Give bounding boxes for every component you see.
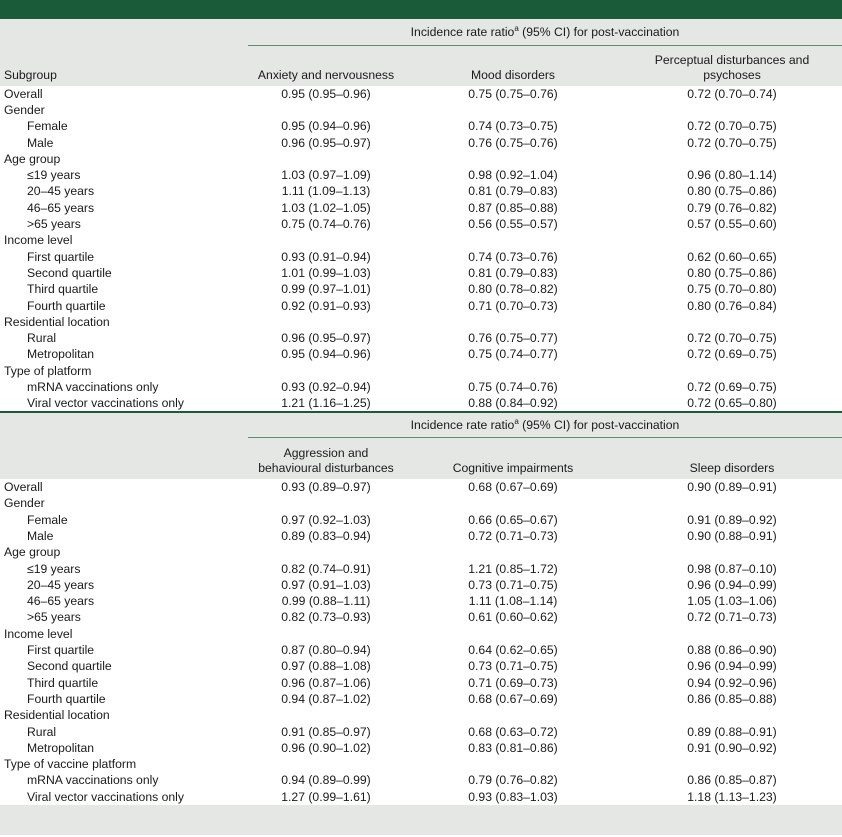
cell-value: 0.99 (0.97–1.01) (281, 282, 371, 297)
row-label: ≤19 years (27, 561, 81, 576)
cell-value: 1.01 (0.99–1.03) (281, 265, 371, 280)
row-label: >65 years (27, 217, 81, 232)
row-label: Rural (27, 331, 57, 346)
table-row (0, 512, 842, 528)
cell-value: 0.91 (0.90–0.92) (687, 740, 777, 755)
cell-value: 0.75 (0.70–0.80) (687, 282, 777, 297)
cell-value: 0.79 (0.76–0.82) (468, 773, 558, 788)
group-heading-row (0, 232, 842, 248)
cell-value: 0.93 (0.89–0.97) (281, 480, 371, 495)
row-label: mRNA vaccinations only (27, 773, 159, 788)
table-row (0, 118, 842, 134)
group-heading-row (0, 495, 842, 511)
cell-value: 0.93 (0.91–0.94) (281, 249, 371, 264)
cell-value: 0.66 (0.65–0.67) (468, 512, 558, 527)
table-row (0, 577, 842, 593)
cell-value: 1.11 (1.09–1.13) (281, 184, 371, 199)
row-label: 20–45 years (27, 577, 95, 592)
table-row (0, 297, 842, 313)
table-row (0, 740, 842, 756)
table-row (0, 395, 842, 411)
cell-value: 0.72 (0.71–0.73) (687, 610, 777, 625)
cell-value: 0.82 (0.73–0.93) (281, 610, 371, 625)
cell-value: 0.61 (0.60–0.62) (468, 610, 558, 625)
column-header: Mood disorders (404, 46, 622, 86)
cell-value: 0.91 (0.89–0.92) (687, 512, 777, 527)
group-heading-row (0, 707, 842, 723)
cell-value: 0.94 (0.87–1.02) (281, 691, 371, 706)
column-header: Aggression and behavioural disturbances (248, 438, 404, 479)
cell-value: 0.75 (0.74–0.76) (281, 217, 371, 232)
group-heading-row (0, 314, 842, 330)
cell-value: 0.87 (0.80–0.94) (281, 643, 371, 658)
cell-value: 0.83 (0.81–0.86) (468, 740, 558, 755)
cell-value: 0.75 (0.75–0.76) (468, 86, 558, 101)
table-row (0, 134, 842, 150)
table-row (0, 479, 842, 495)
cell-value: 0.76 (0.75–0.76) (468, 135, 558, 150)
cell-value: 1.21 (0.85–1.72) (468, 561, 558, 576)
cell-value: 0.93 (0.83–1.03) (468, 789, 558, 804)
cell-value: 0.80 (0.75–0.86) (687, 265, 777, 280)
group-label: Income level (4, 626, 73, 641)
cell-value: 0.87 (0.85–0.88) (468, 200, 558, 215)
table-row (0, 528, 842, 544)
cell-value: 1.27 (0.99–1.61) (281, 789, 371, 804)
cell-value: 0.97 (0.88–1.08) (281, 659, 371, 674)
table-row (0, 675, 842, 691)
table-row (0, 772, 842, 788)
row-label: 46–65 years (27, 200, 95, 215)
cell-value: 0.88 (0.84–0.92) (468, 396, 558, 411)
row-label: Female (27, 119, 68, 134)
row-label: Female (27, 512, 68, 527)
table-row (0, 346, 842, 362)
row-label: Viral vector vaccinations only (27, 789, 184, 804)
cell-value: 0.80 (0.78–0.82) (468, 282, 558, 297)
cell-value: 0.56 (0.55–0.57) (468, 217, 558, 232)
table-row (0, 330, 842, 346)
row-label: Fourth quartile (27, 298, 106, 313)
cell-value: 0.96 (0.94–0.99) (687, 659, 777, 674)
cell-value: 0.81 (0.79–0.83) (468, 265, 558, 280)
cell-value: 0.96 (0.95–0.97) (281, 331, 371, 346)
table-row (0, 658, 842, 674)
cell-value: 1.03 (1.02–1.05) (281, 200, 371, 215)
cell-value: 1.21 (1.16–1.25) (281, 396, 371, 411)
group-heading-row (0, 151, 842, 167)
table-row (0, 281, 842, 297)
table-row (0, 265, 842, 281)
cell-value: 0.98 (0.87–0.10) (687, 561, 777, 576)
cell-value: 0.57 (0.55–0.60) (687, 217, 777, 232)
results-table-section-2 (0, 411, 842, 804)
cell-value: 0.96 (0.94–0.99) (687, 577, 777, 592)
cell-value: 0.89 (0.83–0.94) (281, 528, 371, 543)
table-row (0, 200, 842, 216)
cell-value: 0.96 (0.90–1.02) (281, 740, 371, 755)
table-row (0, 789, 842, 805)
cell-value: 0.86 (0.85–0.87) (687, 773, 777, 788)
cell-value: 0.73 (0.71–0.75) (468, 577, 558, 592)
row-label: Third quartile (27, 675, 99, 690)
cell-value: 0.81 (0.79–0.83) (468, 184, 558, 199)
table-header-band (0, 0, 842, 19)
row-label: Male (27, 528, 54, 543)
cell-value: 0.96 (0.95–0.97) (281, 135, 371, 150)
cell-value: 0.95 (0.94–0.96) (281, 347, 371, 362)
group-heading-row (0, 363, 842, 379)
group-label: Gender (4, 496, 45, 511)
group-label: Gender (4, 102, 45, 117)
cell-value: 0.72 (0.69–0.75) (687, 379, 777, 394)
cell-value: 0.86 (0.85–0.88) (687, 691, 777, 706)
cell-value: 0.82 (0.74–0.91) (281, 561, 371, 576)
table-row (0, 560, 842, 576)
cell-value: 0.68 (0.67–0.69) (468, 480, 558, 495)
cell-value: 1.05 (1.03–1.06) (687, 594, 777, 609)
table-row (0, 593, 842, 609)
row-label: Second quartile (27, 265, 112, 280)
row-label: 20–45 years (27, 184, 95, 199)
cell-value: 0.91 (0.85–0.97) (281, 724, 371, 739)
group-label: Type of vaccine platform (4, 757, 137, 772)
table-row (0, 183, 842, 199)
cell-value: 0.74 (0.73–0.76) (468, 249, 558, 264)
row-label: >65 years (27, 610, 81, 625)
row-label: Viral vector vaccinations only (27, 396, 184, 411)
cell-value: 0.72 (0.70–0.74) (687, 86, 777, 101)
cell-value: 0.68 (0.67–0.69) (468, 691, 558, 706)
column-header: Perceptual disturbances and psychoses (622, 46, 842, 86)
cell-value: 0.90 (0.89–0.91) (687, 480, 777, 495)
cell-value: 0.88 (0.86–0.90) (687, 643, 777, 658)
cell-value: 0.62 (0.60–0.65) (687, 249, 777, 264)
cell-value: 0.75 (0.74–0.77) (468, 347, 558, 362)
cell-value: 0.89 (0.88–0.91) (687, 724, 777, 739)
row-label: Overall (4, 480, 43, 495)
subgroup-header (0, 438, 248, 479)
cell-value: 0.80 (0.76–0.84) (687, 298, 777, 313)
row-label: Fourth quartile (27, 691, 106, 706)
cell-value: 0.74 (0.73–0.75) (468, 119, 558, 134)
table-row (0, 609, 842, 625)
cell-value: 0.72 (0.69–0.75) (687, 347, 777, 362)
table-footer-band (0, 805, 842, 835)
cell-value: 0.72 (0.65–0.80) (687, 396, 777, 411)
cell-value: 0.73 (0.71–0.75) (468, 659, 558, 674)
table-row (0, 216, 842, 232)
cell-value: 0.93 (0.92–0.94) (281, 379, 371, 394)
group-label: Age group (4, 151, 61, 166)
table-row (0, 167, 842, 183)
row-label: 46–65 years (27, 594, 95, 609)
cell-value: 0.94 (0.89–0.99) (281, 773, 371, 788)
row-label: Metropolitan (27, 347, 95, 362)
cell-value: 0.99 (0.88–1.11) (281, 594, 371, 609)
cell-value: 1.11 (1.08–1.14) (468, 594, 558, 609)
cell-value: 0.79 (0.76–0.82) (687, 200, 777, 215)
cell-value: 1.03 (0.97–1.09) (281, 168, 371, 183)
column-header: Anxiety and nervousness (248, 46, 404, 86)
cell-value: 0.96 (0.80–1.14) (687, 168, 777, 183)
cell-value: 0.75 (0.74–0.76) (468, 379, 558, 394)
subgroup-header: Subgroup (0, 46, 248, 86)
row-label: Rural (27, 724, 57, 739)
cell-value: 0.64 (0.62–0.65) (468, 643, 558, 658)
table-row (0, 248, 842, 264)
irr-heading: Incidence rate ratio$^a$ (95% CI) for post-vaccination (248, 19, 842, 46)
cell-value: 0.76 (0.75–0.77) (468, 331, 558, 346)
cell-value: 0.95 (0.94–0.96) (281, 119, 371, 134)
cell-value: 0.97 (0.91–1.03) (281, 577, 371, 592)
results-table-section-1 (0, 19, 842, 411)
cell-value: 0.68 (0.63–0.72) (468, 724, 558, 739)
group-label: Residential location (4, 708, 110, 723)
cell-value: 0.72 (0.70–0.75) (687, 135, 777, 150)
cell-value: 0.92 (0.91–0.93) (281, 298, 371, 313)
cell-value: 0.72 (0.70–0.75) (687, 119, 777, 134)
group-heading-row (0, 756, 842, 772)
group-heading-row (0, 102, 842, 118)
column-header: Cognitive impairments (404, 438, 622, 479)
table-row (0, 723, 842, 739)
cell-value: 0.71 (0.69–0.73) (468, 675, 558, 690)
row-label: Metropolitan (27, 740, 95, 755)
cell-value: 0.72 (0.71–0.73) (468, 528, 558, 543)
group-label: Type of platform (4, 363, 92, 378)
group-heading-row (0, 626, 842, 642)
group-label: Age group (4, 545, 61, 560)
table-row (0, 379, 842, 395)
group-heading-row (0, 544, 842, 560)
cell-value: 0.90 (0.88–0.91) (687, 528, 777, 543)
row-label: First quartile (27, 249, 95, 264)
group-label: Residential location (4, 314, 110, 329)
row-label: Second quartile (27, 659, 112, 674)
irr-heading: Incidence rate ratio$^a$ (95% CI) for post-vaccination (248, 412, 842, 438)
cell-value: 0.96 (0.87–1.06) (281, 675, 371, 690)
row-label: Overall (4, 86, 43, 101)
row-label: Third quartile (27, 282, 99, 297)
cell-value: 0.97 (0.92–1.03) (281, 512, 371, 527)
cell-value: 0.94 (0.92–0.96) (687, 675, 777, 690)
row-label: mRNA vaccinations only (27, 379, 159, 394)
group-label: Income level (4, 233, 73, 248)
cell-value: 0.72 (0.70–0.75) (687, 331, 777, 346)
cell-value: 0.98 (0.92–1.04) (468, 168, 558, 183)
column-header: Sleep disorders (622, 438, 842, 479)
table-row (0, 86, 842, 102)
table-row (0, 691, 842, 707)
row-label: First quartile (27, 643, 95, 658)
row-label: Male (27, 135, 54, 150)
table-row (0, 642, 842, 658)
row-label: ≤19 years (27, 168, 81, 183)
cell-value: 0.95 (0.95–0.96) (281, 86, 371, 101)
cell-value: 1.18 (1.13–1.23) (687, 789, 777, 804)
cell-value: 0.80 (0.75–0.86) (687, 184, 777, 199)
cell-value: 0.71 (0.70–0.73) (468, 298, 558, 313)
